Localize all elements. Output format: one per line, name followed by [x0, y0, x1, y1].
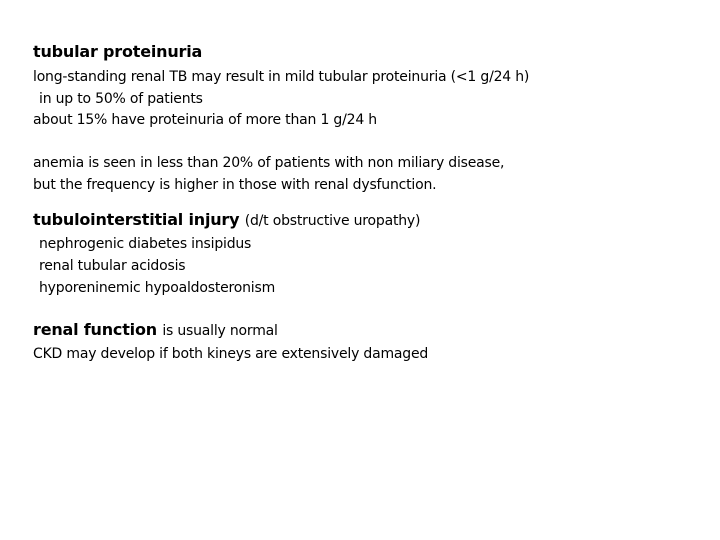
heading-tubular-proteinuria: tubular proteinuria: [33, 42, 203, 61]
heading-tubulointerstitial-injury: [33, 212, 420, 228]
body-line: but the frequency is higher in those with renal dysfunction.: [33, 177, 437, 193]
body-line: long-standing renal TB may result in mild tubular proteinuria (<1 g/24 h): [33, 69, 530, 85]
list-item: hyporeninemic hypoaldosteronism: [39, 280, 276, 296]
heading-note: is usually normal: [162, 323, 278, 339]
heading-note: (d/t obstructive uropathy): [244, 213, 421, 229]
list-item: renal tubular acidosis: [39, 258, 186, 274]
body-line: about 15% have proteinuria of more than 1 g/24 h: [33, 112, 377, 128]
heading-text: tubulointerstitial injury: [33, 210, 240, 229]
list-item: nephrogenic diabetes insipidus: [39, 236, 252, 252]
body-line: in up to 50% of patients: [39, 91, 203, 107]
heading-text: renal function: [33, 320, 157, 339]
heading-renal-function: [33, 322, 278, 338]
body-line: anemia is seen in less than 20% of patients with non miliary disease,: [33, 155, 505, 171]
body-line: CKD may develop if both kineys are extensively damaged: [33, 346, 429, 362]
